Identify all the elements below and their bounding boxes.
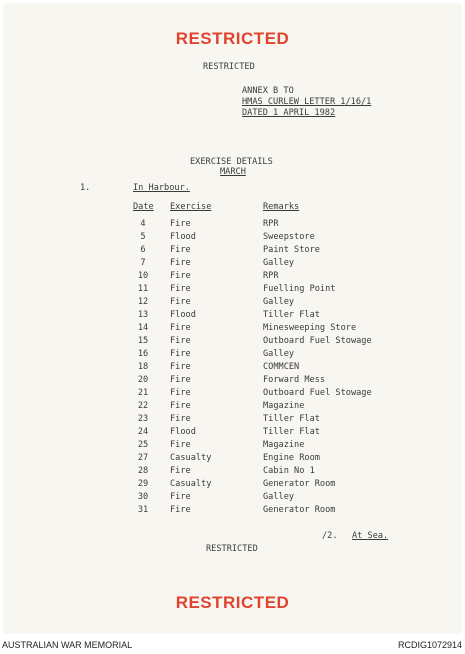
table-row [0, 362, 465, 374]
archive-footer [0, 634, 465, 654]
table-row [0, 336, 465, 348]
table-row [0, 388, 465, 400]
row-date: 29 [137, 479, 149, 489]
row-date: 18 [137, 362, 149, 372]
row-remarks: Cabin No 1 [263, 466, 315, 476]
header-date: Date [133, 202, 154, 212]
row-remarks: Tiller Flat [263, 310, 320, 320]
row-date: 15 [137, 336, 149, 346]
row-exercise: Fire [170, 323, 191, 333]
header-remarks: Remarks [263, 202, 300, 212]
row-remarks: Minesweeping Store [263, 323, 357, 333]
table-row [0, 505, 465, 517]
row-exercise: Fire [170, 375, 191, 385]
row-date: 28 [137, 466, 149, 476]
document-subtitle: MARCH [220, 167, 246, 177]
row-exercise: Fire [170, 362, 191, 372]
table-row [0, 427, 465, 439]
row-date: 25 [137, 440, 149, 450]
table-row [0, 440, 465, 452]
row-date: 27 [137, 453, 149, 463]
table-row [0, 310, 465, 322]
archive-id: RCDIG1072914 [397, 640, 462, 650]
row-exercise: Fire [170, 466, 191, 476]
table-row [0, 271, 465, 283]
row-date: 31 [137, 505, 149, 515]
row-date: 5 [140, 232, 146, 242]
table-row [0, 284, 465, 296]
document-title: EXERCISE DETAILS [190, 157, 273, 167]
row-remarks: Engine Room [263, 453, 320, 463]
row-remarks: Galley [263, 349, 295, 359]
table-row [0, 323, 465, 335]
restricted-stamp-bottom: RESTRICTED [175, 593, 290, 612]
table-header [0, 202, 465, 214]
row-remarks: Galley [263, 492, 295, 502]
row-exercise: Fire [170, 297, 191, 307]
table-row [0, 245, 465, 257]
row-exercise: Casualty [170, 453, 212, 463]
row-remarks: Tiller Flat [263, 414, 320, 424]
row-remarks: RPR [263, 219, 279, 229]
annex-line-3: DATED 1 APRIL 1982 [242, 108, 336, 118]
table-row [0, 349, 465, 361]
row-date: 10 [137, 271, 149, 281]
row-date: 16 [137, 349, 149, 359]
row-exercise: Casualty [170, 479, 212, 489]
table-row [0, 258, 465, 270]
footer-restricted: RESTRICTED [206, 544, 258, 554]
continuation-label: At Sea. [352, 531, 389, 541]
row-exercise: Fire [170, 440, 191, 450]
row-date: 14 [137, 323, 149, 333]
table-row [0, 232, 465, 244]
row-exercise: Fire [170, 336, 191, 346]
row-remarks: RPR [263, 271, 279, 281]
row-exercise: Flood [170, 310, 196, 320]
table-row [0, 401, 465, 413]
row-remarks: Galley [263, 297, 295, 307]
row-exercise: Fire [170, 271, 191, 281]
row-remarks: Generator Room [263, 479, 336, 489]
row-exercise: Fire [170, 414, 191, 424]
table-row [0, 479, 465, 491]
section-title: In Harbour. [133, 183, 190, 193]
row-date: 6 [140, 245, 146, 255]
table-row [0, 219, 465, 231]
row-date: 4 [140, 219, 146, 229]
row-date: 12 [137, 297, 149, 307]
header-restricted: RESTRICTED [203, 62, 255, 72]
table-row [0, 414, 465, 426]
row-remarks: Fuelling Point [263, 284, 336, 294]
row-remarks: Galley [263, 258, 295, 268]
row-date: 13 [137, 310, 149, 320]
row-exercise: Fire [170, 258, 191, 268]
header-exercise: Exercise [170, 202, 212, 212]
row-remarks: Sweepstore [263, 232, 315, 242]
row-date: 21 [137, 388, 149, 398]
row-exercise: Fire [170, 388, 191, 398]
row-remarks: Outboard Fuel Stowage [263, 388, 372, 398]
table-row [0, 453, 465, 465]
table-row [0, 492, 465, 504]
table-row [0, 375, 465, 387]
annex-line-2: HMAS CURLEW LETTER 1/16/1 [242, 97, 372, 107]
section-number: 1. [80, 183, 91, 193]
row-date: 20 [137, 375, 149, 385]
row-date: 7 [140, 258, 146, 268]
row-date: 30 [137, 492, 149, 502]
continuation-page: /2. [322, 531, 338, 541]
row-exercise: Fire [170, 284, 191, 294]
row-exercise: Fire [170, 492, 191, 502]
row-remarks: Magazine [263, 401, 305, 411]
archive-name: AUSTRALIAN WAR MEMORIAL [2, 640, 133, 650]
row-remarks: Magazine [263, 440, 305, 450]
row-date: 22 [137, 401, 149, 411]
row-exercise: Fire [170, 401, 191, 411]
row-exercise: Fire [170, 505, 191, 515]
row-date: 24 [137, 427, 149, 437]
restricted-stamp-top: RESTRICTED [175, 29, 290, 48]
row-date: 23 [137, 414, 149, 424]
table-row [0, 297, 465, 309]
row-remarks: Outboard Fuel Stowage [263, 336, 372, 346]
row-exercise: Fire [170, 245, 191, 255]
row-remarks: Paint Store [263, 245, 320, 255]
row-exercise: Flood [170, 232, 196, 242]
annex-line-1: ANNEX B TO [242, 86, 294, 96]
table-row [0, 466, 465, 478]
row-remarks: Generator Room [263, 505, 336, 515]
row-remarks: Forward Mess [263, 375, 326, 385]
row-exercise: Fire [170, 349, 191, 359]
row-remarks: Tiller Flat [263, 427, 320, 437]
row-remarks: COMMCEN [263, 362, 300, 372]
row-exercise: Fire [170, 219, 191, 229]
row-date: 11 [137, 284, 149, 294]
row-exercise: Flood [170, 427, 196, 437]
